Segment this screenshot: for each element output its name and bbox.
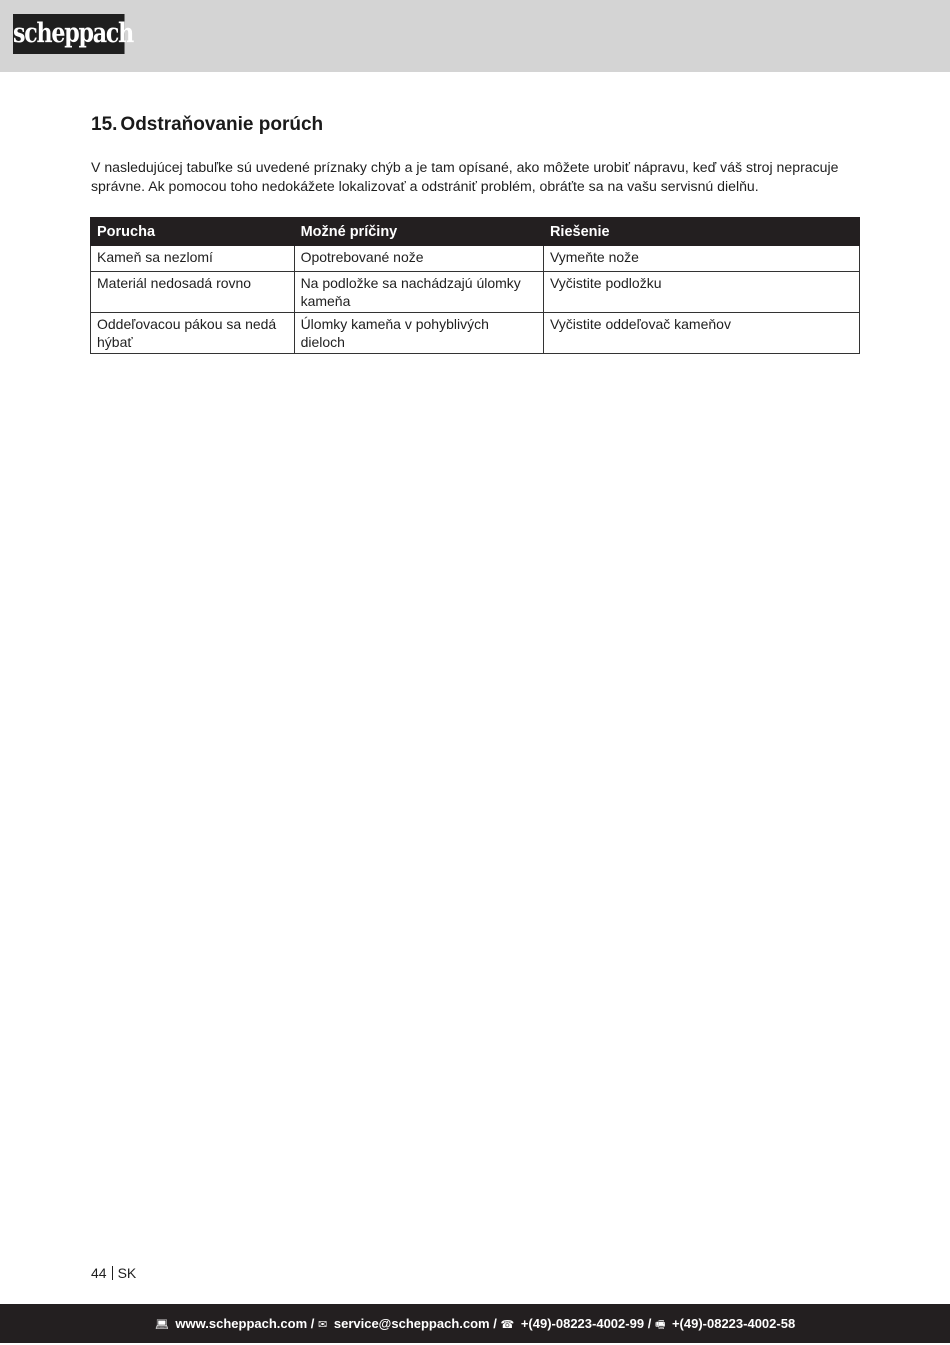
section-title-text: Odstraňovanie porúch: [120, 114, 324, 135]
fault-cell: Oddeľovacou pákou sa nedá hýbať: [91, 313, 295, 354]
table-row: [91, 272, 860, 313]
solution-cell: Vymeňte nože: [543, 246, 859, 272]
section-title: [91, 114, 323, 136]
footer-separator: /: [493, 1316, 497, 1331]
intro-paragraph: V nasledujúcej tabuľke sú uvedené príznaky chýb a je tam opísané, ako môžete urobiť nápravu, keď váš stroj nepracuje správne. Ak pomocou toho nedokážete lokalizovať a odstrániť problém, obráťte sa na vašu servisnú dielňu.: [91, 159, 839, 194]
table-row: [91, 313, 860, 354]
footer-fax: +(49)-08223-4002-58: [671, 1316, 796, 1331]
footer-bar: [0, 1304, 950, 1343]
page-number-divider: [112, 1266, 113, 1280]
troubleshooting-table: [90, 217, 860, 354]
cause-cell: Na podložke sa nachádzajú úlomky kameňa: [294, 272, 543, 313]
footer-phone: +(49)-08223-4002-99: [520, 1316, 645, 1331]
page-number-value: 44: [91, 1265, 107, 1281]
page-number: [91, 1265, 136, 1281]
table-row: [91, 246, 860, 272]
language-code: SK: [117, 1265, 137, 1281]
computer-icon: 💻︎: [154, 1319, 169, 1331]
fault-cell: Kameň sa nezlomí: [91, 246, 295, 272]
column-header-solution: Riešenie: [543, 218, 859, 246]
fax-icon: 🖷︎: [654, 1319, 666, 1331]
cause-cell: Opotrebované nože: [294, 246, 543, 272]
solution-cell: Vyčistite podložku: [543, 272, 859, 313]
solution-cell: Vyčistite oddeľovač kameňov: [543, 313, 859, 354]
footer-email-link[interactable]: service@scheppach.com: [333, 1316, 490, 1331]
column-header-possible-causes: Možné príčiny: [294, 218, 543, 246]
envelope-icon: ✉︎: [318, 1319, 328, 1331]
footer-separator: /: [310, 1316, 315, 1331]
telephone-icon: ☎︎: [500, 1319, 515, 1331]
column-header-fault: Porucha: [91, 218, 295, 246]
table-header-row: [91, 218, 860, 246]
fault-cell: Materiál nedosadá rovno: [91, 272, 295, 313]
footer-separator: /: [647, 1316, 652, 1331]
scheppach-logo: scheppach: [13, 14, 125, 54]
section-number: 15.: [91, 114, 118, 135]
header-bar: [0, 0, 950, 72]
cause-cell: Úlomky kameňa v pohyblivých dieloch: [294, 313, 543, 354]
footer-website-link[interactable]: www.scheppach.com: [175, 1316, 308, 1331]
